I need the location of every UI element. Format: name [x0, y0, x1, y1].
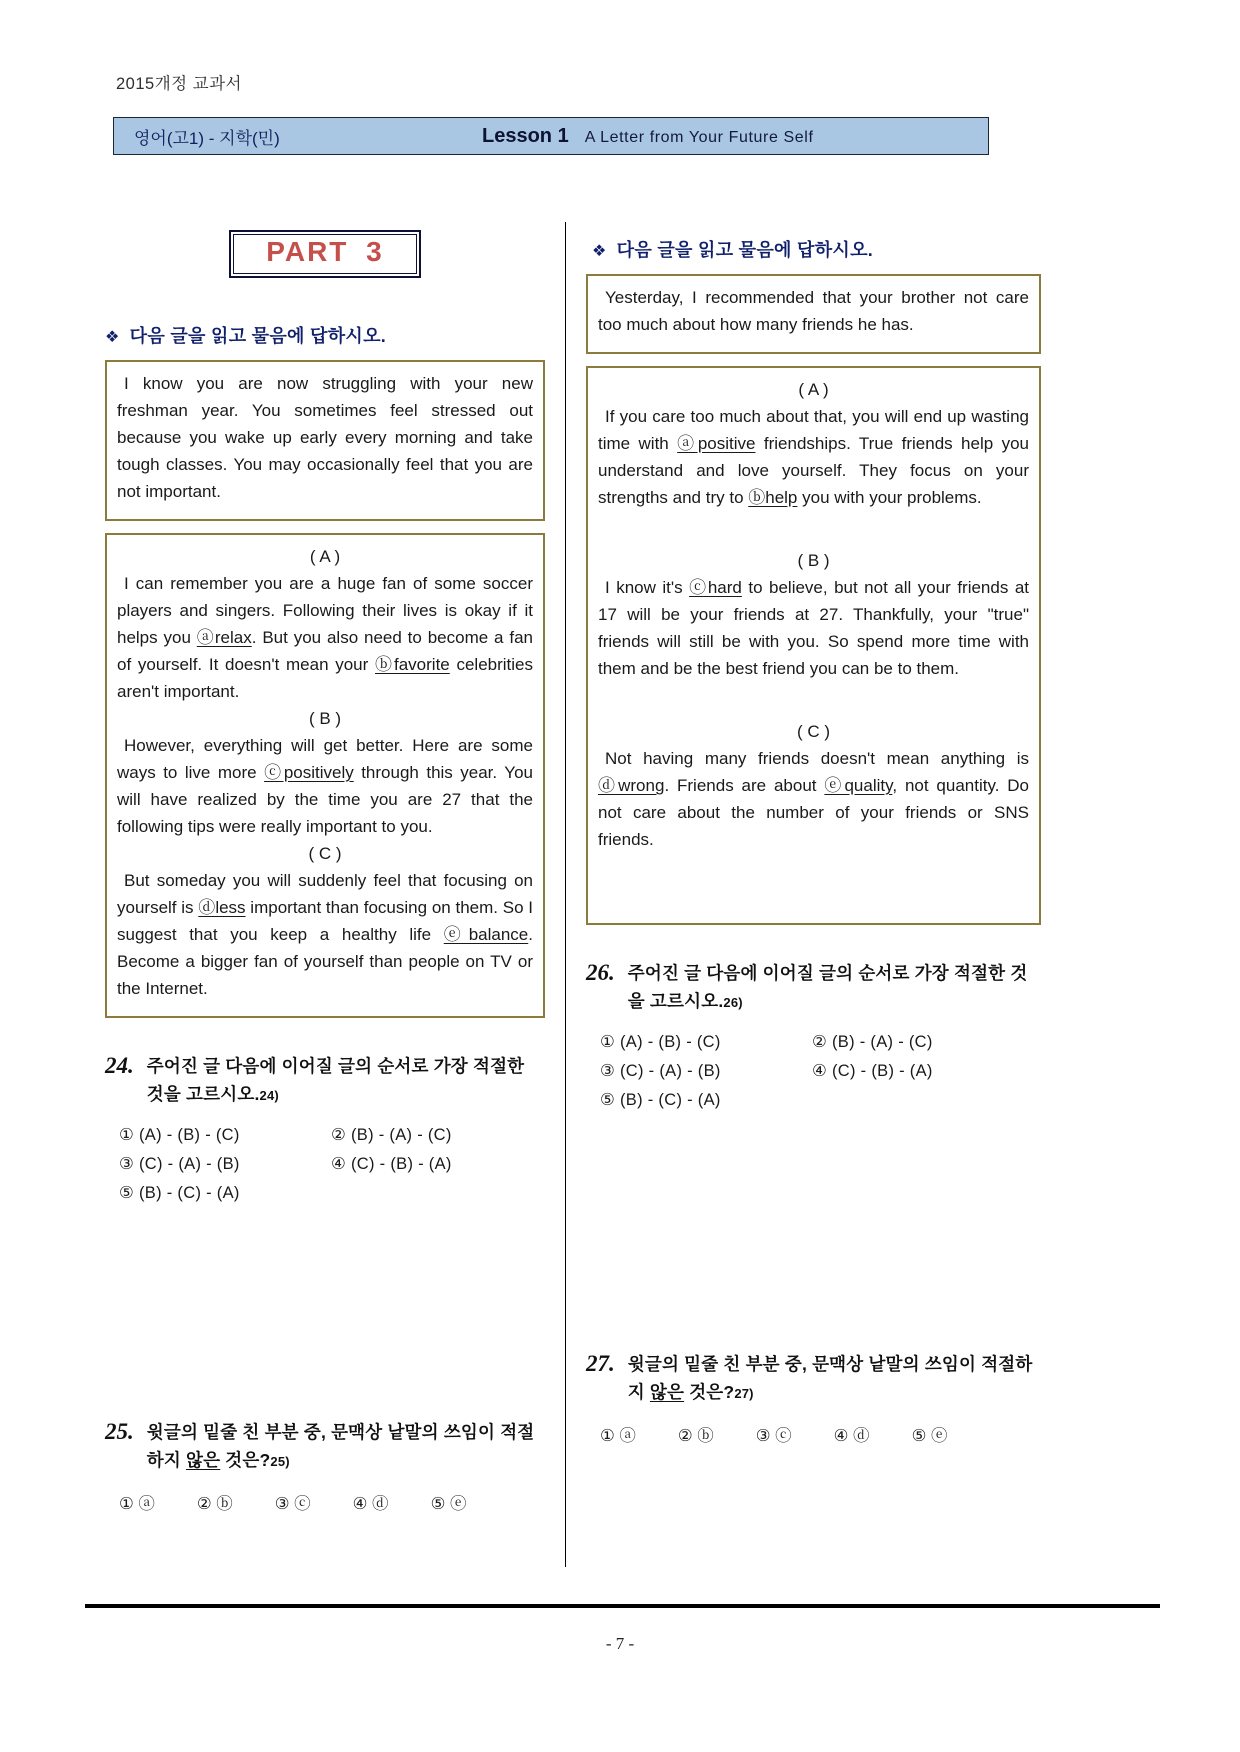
section-c-paragraph: Not having many friends doesn't mean anything is ⓓwrong. Friends are about ⓔquality, not quantity. Do not care about the number of your friends or SNS friends. — [598, 749, 1030, 849]
answer-option: ⑤ (B) - (C) - (A) — [119, 1183, 240, 1202]
question-26-head — [586, 959, 1041, 1016]
question-text: 주어진 글 다음에 이어질 글의 순서로 가장 적절한 것을 고르시오.24) — [146, 1056, 525, 1105]
part-title-inner-frame — [233, 234, 417, 274]
section-a-label: ( A ) — [309, 547, 341, 566]
question-24 — [105, 1052, 545, 1203]
section-a-label: ( A ) — [798, 380, 829, 399]
diamond-icon: ❖ — [592, 243, 607, 260]
answer-option: ② (B) - (A) - (C) — [331, 1125, 452, 1144]
left-instruction — [105, 322, 545, 348]
answer-option: ③ (C) - (A) - (B) — [600, 1061, 721, 1080]
left-column — [105, 222, 545, 1567]
answer-option: ⑤ ⓔ — [430, 1495, 467, 1514]
question-27-options — [600, 1422, 1041, 1446]
lesson-header-bar — [113, 117, 989, 155]
left-intro-paragraph: I know you are now struggling with your new freshman year. You sometimes feel stressed out because you wake up early every morning and take tough classes. You may occasionally feel that you are not important. — [117, 374, 533, 501]
answer-option: ⑤ (B) - (C) - (A) — [600, 1090, 721, 1109]
answer-option: ② ⓑ — [196, 1495, 233, 1514]
answer-option: ① ⓐ — [600, 1427, 636, 1446]
question-24-options — [119, 1125, 545, 1203]
answer-option: ④ (C) - (B) - (A) — [812, 1061, 933, 1080]
section-a-paragraph: If you care too much about that, you will end up wasting time with ⓐpositive friendships. True friends help you understand and love yourself. They focus on your strengths and try to ⓑhelp you with your problems. — [598, 407, 1030, 507]
answer-option: ① (A) - (B) - (C) — [600, 1032, 721, 1051]
left-intro-passage-box — [105, 360, 545, 521]
page-number: - 7 - — [605, 1634, 635, 1653]
right-intro-paragraph: Yesterday, I recommended that your brother not care too much about how many friends he has. — [598, 288, 1029, 334]
diamond-icon: ❖ — [105, 329, 120, 346]
answer-option: ③ ⓒ — [274, 1495, 311, 1514]
answer-option: ② ⓑ — [677, 1427, 714, 1446]
question-text: 주어진 글 다음에 이어질 글의 순서로 가장 적절한 것을 고르시오.26) — [627, 963, 1028, 1012]
right-instruction — [592, 236, 1041, 262]
lesson-group — [482, 125, 813, 148]
section-c-paragraph: But someday you will suddenly feel that focusing on yourself is ⓓless important than focusing on them. So I suggest that you keep a healthy life ⓔbalance. Become a bigger fan of yourself than people on TV or the Internet. — [117, 871, 533, 998]
question-number: 27. — [586, 1350, 615, 1376]
question-26 — [586, 959, 1041, 1110]
right-column — [586, 222, 1041, 1567]
question-24-head — [105, 1052, 545, 1109]
answer-option: ④ (C) - (B) - (A) — [331, 1154, 452, 1173]
answer-option: ③ ⓒ — [755, 1427, 792, 1446]
right-intro-passage-box — [586, 274, 1041, 354]
course-label: 영어(고1) - 지학(민) — [134, 128, 280, 148]
question-number: 24. — [105, 1053, 134, 1078]
question-text: 윗글의 밑줄 친 부분 중, 문맥상 낱말의 쓰임이 적절하지 않은 것은?25) — [146, 1421, 535, 1471]
section-a-paragraph: I can remember you are a huge fan of some soccer players and singers. Following their lives is okay if it helps you ⓐrelax. But you also need to become a fan of yourself. It doesn't mean your ⓑfavorite celebrities aren't important. — [117, 574, 533, 701]
section-c-label: ( C ) — [796, 722, 831, 741]
lesson-number: Lesson 1 — [482, 124, 569, 147]
section-b-paragraph: I know it's ⓒhard to believe, but not all your friends at 17 will be your friends at 27. Thankfully, your "true" friends will still be with you. So spend more time with them and be the best friend you can be to them. — [598, 578, 1029, 678]
question-25-head — [105, 1418, 545, 1475]
answer-option: ⑤ ⓔ — [911, 1427, 948, 1446]
answer-option: ② (B) - (A) - (C) — [812, 1032, 933, 1051]
answer-option: ③ (C) - (A) - (B) — [119, 1154, 240, 1173]
edition-label: 2015개정 교과서 — [116, 75, 242, 93]
answer-option: ① ⓐ — [119, 1495, 155, 1514]
footer-rule — [85, 1604, 1160, 1608]
right-instruction-text: 다음 글을 읽고 물음에 답하시오. — [616, 240, 874, 260]
section-b-label: ( B ) — [797, 551, 830, 570]
section-c-label: ( C ) — [308, 844, 342, 863]
answer-option: ① (A) - (B) - (C) — [119, 1125, 240, 1144]
answer-option: ④ ⓓ — [352, 1495, 389, 1514]
section-b-paragraph: However, everything will get better. Here are some ways to live more ⓒpositively through this year. You will have realized by the time you are 27 that the following tips were really important to you. — [117, 736, 533, 836]
section-b-label: ( B ) — [308, 709, 342, 728]
lesson-title: A Letter from Your Future Self — [584, 128, 814, 146]
question-number: 25. — [105, 1418, 134, 1444]
question-26-options — [600, 1032, 1041, 1110]
question-text: 윗글의 밑줄 친 부분 중, 문맥상 낱말의 쓰임이 적절하지 않은 것은?27) — [627, 1353, 1033, 1403]
question-number: 26. — [586, 960, 615, 985]
content-columns — [105, 222, 1041, 1567]
part-title: PART 3 — [266, 236, 384, 267]
part-title-box — [229, 230, 421, 278]
right-main-passage-box — [586, 366, 1041, 925]
question-25 — [105, 1418, 545, 1515]
question-25-options — [119, 1490, 545, 1514]
left-main-passage-box — [105, 533, 545, 1018]
question-27 — [586, 1350, 1041, 1447]
question-27-head — [586, 1350, 1041, 1407]
column-divider — [565, 222, 566, 1567]
left-instruction-text: 다음 글을 읽고 물음에 답하시오. — [129, 326, 387, 346]
answer-option: ④ ⓓ — [833, 1427, 870, 1446]
